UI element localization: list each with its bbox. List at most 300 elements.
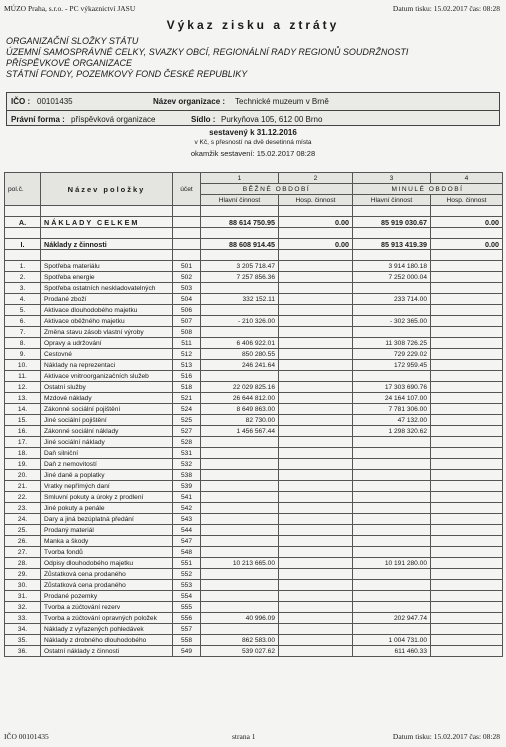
row-current-main: 10 213 665.00	[201, 558, 279, 569]
row-account: 518	[173, 382, 201, 393]
table-row	[5, 294, 503, 305]
row-account: 503	[173, 283, 201, 294]
table-row	[5, 558, 503, 569]
section-a-code: A.	[5, 217, 41, 228]
row-name: Jiné pokuty a penále	[41, 503, 173, 514]
row-number: 11.	[5, 371, 41, 382]
row-current-econ	[279, 316, 353, 327]
row-previous-econ	[431, 272, 503, 283]
row-number: 8.	[5, 338, 41, 349]
row-current-econ	[279, 547, 353, 558]
section-a-v2: 0.00	[279, 217, 353, 228]
row-current-main: 6 406 922.01	[201, 338, 279, 349]
row-name: Změna stavu zásob vlastní výroby	[41, 327, 173, 338]
row-number: 31.	[5, 591, 41, 602]
row-previous-main	[353, 536, 431, 547]
compile-moment: okamžik sestavení: 15.02.2017 08:28	[190, 149, 316, 158]
row-previous-main	[353, 459, 431, 470]
row-number: 3.	[5, 283, 41, 294]
row-previous-econ	[431, 536, 503, 547]
row-number: 17.	[5, 437, 41, 448]
col-account-header: účet	[173, 173, 201, 206]
table-row	[5, 448, 503, 459]
row-previous-main: 47 132.00	[353, 415, 431, 426]
row-current-main	[201, 580, 279, 591]
table-row	[5, 316, 503, 327]
section-a-v3: 85 919 030.67	[353, 217, 431, 228]
row-previous-main: 7 252 000.04	[353, 272, 431, 283]
row-previous-econ	[431, 514, 503, 525]
col-pol-header: pol.č.	[5, 173, 41, 206]
row-previous-econ	[431, 591, 503, 602]
row-number: 13.	[5, 393, 41, 404]
econ-activity-header: Hosp. činnost	[279, 195, 353, 206]
row-name: Spotřeba energie	[41, 272, 173, 283]
seat-label: Sídlo :	[191, 115, 216, 124]
previous-period-header: MINULÉ OBDOBÍ	[353, 184, 503, 195]
row-current-econ	[279, 591, 353, 602]
units-note: v Kč, s přesností na dvě desetinná místa	[194, 139, 312, 146]
row-current-econ	[279, 536, 353, 547]
row-previous-main: 10 191 280.00	[353, 558, 431, 569]
row-previous-main	[353, 547, 431, 558]
table-row	[5, 591, 503, 602]
row-current-main	[201, 327, 279, 338]
table-row	[5, 569, 503, 580]
row-current-main	[201, 470, 279, 481]
row-previous-main	[353, 327, 431, 338]
row-previous-main: 172 959.45	[353, 360, 431, 371]
row-number: 34.	[5, 624, 41, 635]
row-current-main: 246 241.64	[201, 360, 279, 371]
row-current-econ	[279, 602, 353, 613]
row-current-econ	[279, 283, 353, 294]
row-account: 531	[173, 448, 201, 459]
ico-label: IČO :	[11, 97, 31, 106]
row-previous-econ	[431, 525, 503, 536]
row-previous-main	[353, 591, 431, 602]
current-period-header: BĚŽNÉ OBDOBÍ	[201, 184, 353, 195]
row-current-main	[201, 503, 279, 514]
row-name: Tvorba fondů	[41, 547, 173, 558]
row-current-econ	[279, 305, 353, 316]
row-number: 27.	[5, 547, 41, 558]
table-row	[5, 393, 503, 404]
section-a-v4: 0.00	[431, 217, 503, 228]
table-row	[5, 492, 503, 503]
row-number: 35.	[5, 635, 41, 646]
row-number: 20.	[5, 470, 41, 481]
table-row	[5, 470, 503, 481]
row-account: 541	[173, 492, 201, 503]
row-number: 22.	[5, 492, 41, 503]
table-row	[5, 613, 503, 624]
row-number: 7.	[5, 327, 41, 338]
row-account: 548	[173, 547, 201, 558]
row-number: 4.	[5, 294, 41, 305]
table-row	[5, 503, 503, 514]
row-current-econ	[279, 294, 353, 305]
row-number: 14.	[5, 404, 41, 415]
row-name: Náklady z vyřazených pohledávek	[41, 624, 173, 635]
row-account: 502	[173, 272, 201, 283]
section-a-name: NÁKLADY CELKEM	[41, 217, 173, 228]
row-number: 18.	[5, 448, 41, 459]
row-current-main	[201, 492, 279, 503]
table-row	[5, 338, 503, 349]
row-account: 557	[173, 624, 201, 635]
section-i-v1: 88 608 914.45	[201, 239, 279, 250]
row-previous-main	[353, 624, 431, 635]
table-row	[5, 261, 503, 272]
row-number: 26.	[5, 536, 41, 547]
row-name: Zůstatková cena prodaného	[41, 580, 173, 591]
row-current-main: 22 029 825.16	[201, 382, 279, 393]
row-current-main: 539 027.62	[201, 646, 279, 657]
row-number: 29.	[5, 569, 41, 580]
row-previous-econ	[431, 492, 503, 503]
row-previous-main: 1 004 731.00	[353, 635, 431, 646]
row-current-econ	[279, 492, 353, 503]
table-row	[5, 404, 503, 415]
row-previous-main: 7 781 306.00	[353, 404, 431, 415]
footer-print-date: Datum tisku: 15.02.2017 čas: 08:28	[392, 732, 500, 741]
legal-form-value: příspěvková organizace	[71, 115, 156, 124]
row-current-main	[201, 437, 279, 448]
row-current-econ	[279, 415, 353, 426]
info-row-ico	[7, 93, 499, 110]
row-number: 23.	[5, 503, 41, 514]
row-previous-econ	[431, 283, 503, 294]
row-name: Aktivace oběžného majetku	[41, 316, 173, 327]
seat-value: Purkyňova 105, 612 00 Brno	[221, 115, 323, 124]
row-number: 2.	[5, 272, 41, 283]
row-account: 547	[173, 536, 201, 547]
org-line: ORGANIZAČNÍ SLOŽKY STÁTU	[6, 36, 139, 46]
row-previous-main: 611 460.33	[353, 646, 431, 657]
row-current-main	[201, 591, 279, 602]
row-name: Aktivace vnitroorganizačních služeb	[41, 371, 173, 382]
row-name: Ostatní náklady z činnosti	[41, 646, 173, 657]
row-previous-main	[353, 448, 431, 459]
row-previous-econ	[431, 624, 503, 635]
row-previous-econ	[431, 360, 503, 371]
row-previous-econ	[431, 470, 503, 481]
row-account: 508	[173, 327, 201, 338]
row-name: Dary a jiná bezúplatná předání	[41, 514, 173, 525]
table-row	[5, 536, 503, 547]
row-number: 21.	[5, 481, 41, 492]
table-row	[5, 635, 503, 646]
row-name: Ostatní služby	[41, 382, 173, 393]
row-account: 558	[173, 635, 201, 646]
row-previous-econ	[431, 316, 503, 327]
row-account: 513	[173, 360, 201, 371]
row-number: 28.	[5, 558, 41, 569]
col-number-3: 3	[353, 173, 431, 184]
row-name: Jiné daně a poplatky	[41, 470, 173, 481]
row-current-econ	[279, 393, 353, 404]
row-account: 543	[173, 514, 201, 525]
spacer-row	[5, 228, 503, 239]
row-previous-main: 233 714.00	[353, 294, 431, 305]
legal-form-label: Právní forma :	[11, 115, 65, 124]
row-current-econ	[279, 503, 353, 514]
row-account: 507	[173, 316, 201, 327]
row-name: Spotřeba materiálu	[41, 261, 173, 272]
row-previous-main	[353, 569, 431, 580]
row-account: 511	[173, 338, 201, 349]
row-account: 516	[173, 371, 201, 382]
organization-info-box	[6, 92, 500, 126]
row-previous-econ	[431, 613, 503, 624]
row-previous-econ	[431, 415, 503, 426]
row-number: 16.	[5, 426, 41, 437]
row-current-econ	[279, 448, 353, 459]
row-number: 1.	[5, 261, 41, 272]
section-i-v2: 0.00	[279, 239, 353, 250]
row-name: Aktivace dlouhodobého majetku	[41, 305, 173, 316]
row-current-econ	[279, 327, 353, 338]
row-account: 512	[173, 349, 201, 360]
row-number: 12.	[5, 382, 41, 393]
row-previous-econ	[431, 261, 503, 272]
main-activity-header: Hlavní činnost	[201, 195, 279, 206]
table-row	[5, 580, 503, 591]
row-previous-main	[353, 514, 431, 525]
section-i-v3: 85 913 419.39	[353, 239, 431, 250]
row-name: Prodaný materiál	[41, 525, 173, 536]
row-account: 549	[173, 646, 201, 657]
row-current-econ	[279, 481, 353, 492]
section-i-v4: 0.00	[431, 239, 503, 250]
row-name: Daň z nemovitostí	[41, 459, 173, 470]
table-row	[5, 602, 503, 613]
section-i-name: Náklady z činnosti	[41, 239, 173, 250]
table-row	[5, 426, 503, 437]
row-current-econ	[279, 613, 353, 624]
row-number: 15.	[5, 415, 41, 426]
footer-ico: IČO 00101435	[4, 732, 49, 741]
row-name: Daň silniční	[41, 448, 173, 459]
row-previous-econ	[431, 305, 503, 316]
row-account: 552	[173, 569, 201, 580]
table-row	[5, 349, 503, 360]
spacer-row	[5, 206, 503, 217]
row-name: Manka a škody	[41, 536, 173, 547]
table-row	[5, 459, 503, 470]
row-number: 24.	[5, 514, 41, 525]
row-account: 521	[173, 393, 201, 404]
row-previous-econ	[431, 481, 503, 492]
row-current-econ	[279, 382, 353, 393]
row-previous-econ	[431, 503, 503, 514]
row-current-main	[201, 569, 279, 580]
row-previous-econ	[431, 371, 503, 382]
row-previous-main: 202 947.74	[353, 613, 431, 624]
row-number: 10.	[5, 360, 41, 371]
row-name: Náklady z drobného dlouhodobého	[41, 635, 173, 646]
row-current-econ	[279, 525, 353, 536]
row-current-main	[201, 536, 279, 547]
table-row	[5, 360, 503, 371]
table-row	[5, 547, 503, 558]
ico-value: 00101435	[37, 97, 73, 106]
row-current-main: - 210 326.00	[201, 316, 279, 327]
row-name: Tvorba a zúčtování rezerv	[41, 602, 173, 613]
row-current-main	[201, 283, 279, 294]
row-previous-main	[353, 470, 431, 481]
row-name: Odpisy dlouhodobého majetku	[41, 558, 173, 569]
row-current-main	[201, 602, 279, 613]
table-row	[5, 305, 503, 316]
row-current-main: 850 280.55	[201, 349, 279, 360]
row-name: Zákonné sociální pojištění	[41, 404, 173, 415]
table-row	[5, 481, 503, 492]
row-previous-main	[353, 305, 431, 316]
software-header: MÚZO Praha, s.r.o. - PC výkaznictví JASU	[4, 4, 136, 13]
row-previous-main: - 302 365.00	[353, 316, 431, 327]
compiled-date: sestavený k 31.12.2016	[209, 128, 297, 137]
row-number: 36.	[5, 646, 41, 657]
row-current-main	[201, 547, 279, 558]
row-previous-main: 729 229.02	[353, 349, 431, 360]
row-number: 30.	[5, 580, 41, 591]
row-previous-econ	[431, 393, 503, 404]
table-row	[5, 382, 503, 393]
row-current-main	[201, 448, 279, 459]
row-previous-main	[353, 481, 431, 492]
row-name: Vratky nepřímých daní	[41, 481, 173, 492]
row-previous-main	[353, 283, 431, 294]
row-name: Mzdové náklady	[41, 393, 173, 404]
table-row	[5, 514, 503, 525]
row-current-econ	[279, 635, 353, 646]
row-number: 19.	[5, 459, 41, 470]
row-current-econ	[279, 371, 353, 382]
row-previous-main	[353, 492, 431, 503]
table-row	[5, 624, 503, 635]
table-row	[5, 646, 503, 657]
section-a-row	[5, 217, 503, 228]
row-previous-econ	[431, 602, 503, 613]
section-a-v1: 88 614 750.95	[201, 217, 279, 228]
section-i-code: I.	[5, 239, 41, 250]
row-current-econ	[279, 580, 353, 591]
org-line: STÁTNÍ FONDY, POZEMKOVÝ FOND ČESKÉ REPUBLIKY	[6, 69, 248, 79]
row-account: 555	[173, 602, 201, 613]
row-account: 551	[173, 558, 201, 569]
row-previous-econ	[431, 646, 503, 657]
row-previous-econ	[431, 635, 503, 646]
row-account: 553	[173, 580, 201, 591]
row-name: Jiné sociální náklady	[41, 437, 173, 448]
row-number: 5.	[5, 305, 41, 316]
row-previous-main	[353, 602, 431, 613]
income-statement-table	[4, 172, 503, 657]
row-previous-main	[353, 580, 431, 591]
row-previous-main	[353, 525, 431, 536]
row-number: 33.	[5, 613, 41, 624]
row-name: Spotřeba ostatních neskladovatelných	[41, 283, 173, 294]
row-number: 25.	[5, 525, 41, 536]
row-account: 504	[173, 294, 201, 305]
row-previous-econ	[431, 404, 503, 415]
table-row	[5, 525, 503, 536]
row-previous-econ	[431, 580, 503, 591]
table-row	[5, 371, 503, 382]
main-activity-header: Hlavní činnost	[353, 195, 431, 206]
row-previous-main: 1 298 320.62	[353, 426, 431, 437]
row-account: 528	[173, 437, 201, 448]
table-row	[5, 415, 503, 426]
table-row	[5, 327, 503, 338]
row-previous-econ	[431, 294, 503, 305]
col-number-4: 4	[431, 173, 503, 184]
row-current-main	[201, 305, 279, 316]
row-account: 542	[173, 503, 201, 514]
row-name: Opravy a udržování	[41, 338, 173, 349]
row-current-econ	[279, 338, 353, 349]
row-current-econ	[279, 437, 353, 448]
row-previous-econ	[431, 448, 503, 459]
row-name: Cestovné	[41, 349, 173, 360]
organization-types	[6, 36, 408, 80]
row-number: 9.	[5, 349, 41, 360]
row-account: 524	[173, 404, 201, 415]
col-number-1: 1	[201, 173, 279, 184]
spacer-row	[5, 250, 503, 261]
row-previous-econ	[431, 426, 503, 437]
table-row	[5, 283, 503, 294]
econ-activity-header: Hosp. činnost	[431, 195, 503, 206]
org-name-value: Technické muzeum v Brně	[235, 97, 329, 106]
row-current-main	[201, 525, 279, 536]
row-previous-econ	[431, 558, 503, 569]
row-previous-econ	[431, 437, 503, 448]
row-previous-main: 24 164 107.00	[353, 393, 431, 404]
info-row-form	[7, 110, 499, 127]
row-previous-econ	[431, 338, 503, 349]
row-previous-econ	[431, 349, 503, 360]
row-account: 538	[173, 470, 201, 481]
row-current-main: 26 644 812.00	[201, 393, 279, 404]
row-name: Tvorba a zúčtování opravných položek	[41, 613, 173, 624]
col-name-header: Název položky	[41, 173, 173, 206]
row-previous-econ	[431, 459, 503, 470]
row-previous-main: 17 303 690.76	[353, 382, 431, 393]
row-previous-econ	[431, 547, 503, 558]
row-account: 539	[173, 481, 201, 492]
row-current-econ	[279, 272, 353, 283]
table-row	[5, 437, 503, 448]
row-current-main: 8 649 863.00	[201, 404, 279, 415]
row-current-main: 40 996.09	[201, 613, 279, 624]
col-number-2: 2	[279, 173, 353, 184]
org-line: ÚZEMNÍ SAMOSPRÁVNÉ CELKY, SVAZKY OBCÍ, REGIONÁLNÍ RADY REGIONŮ SOUDRŽNOSTI	[6, 47, 409, 57]
row-number: 32.	[5, 602, 41, 613]
row-account: 506	[173, 305, 201, 316]
row-previous-main	[353, 437, 431, 448]
row-previous-econ	[431, 569, 503, 580]
row-current-main	[201, 371, 279, 382]
table-row	[5, 272, 503, 283]
row-previous-main	[353, 371, 431, 382]
row-current-econ	[279, 404, 353, 415]
row-current-econ	[279, 459, 353, 470]
row-name: Zákonné sociální náklady	[41, 426, 173, 437]
row-current-econ	[279, 470, 353, 481]
